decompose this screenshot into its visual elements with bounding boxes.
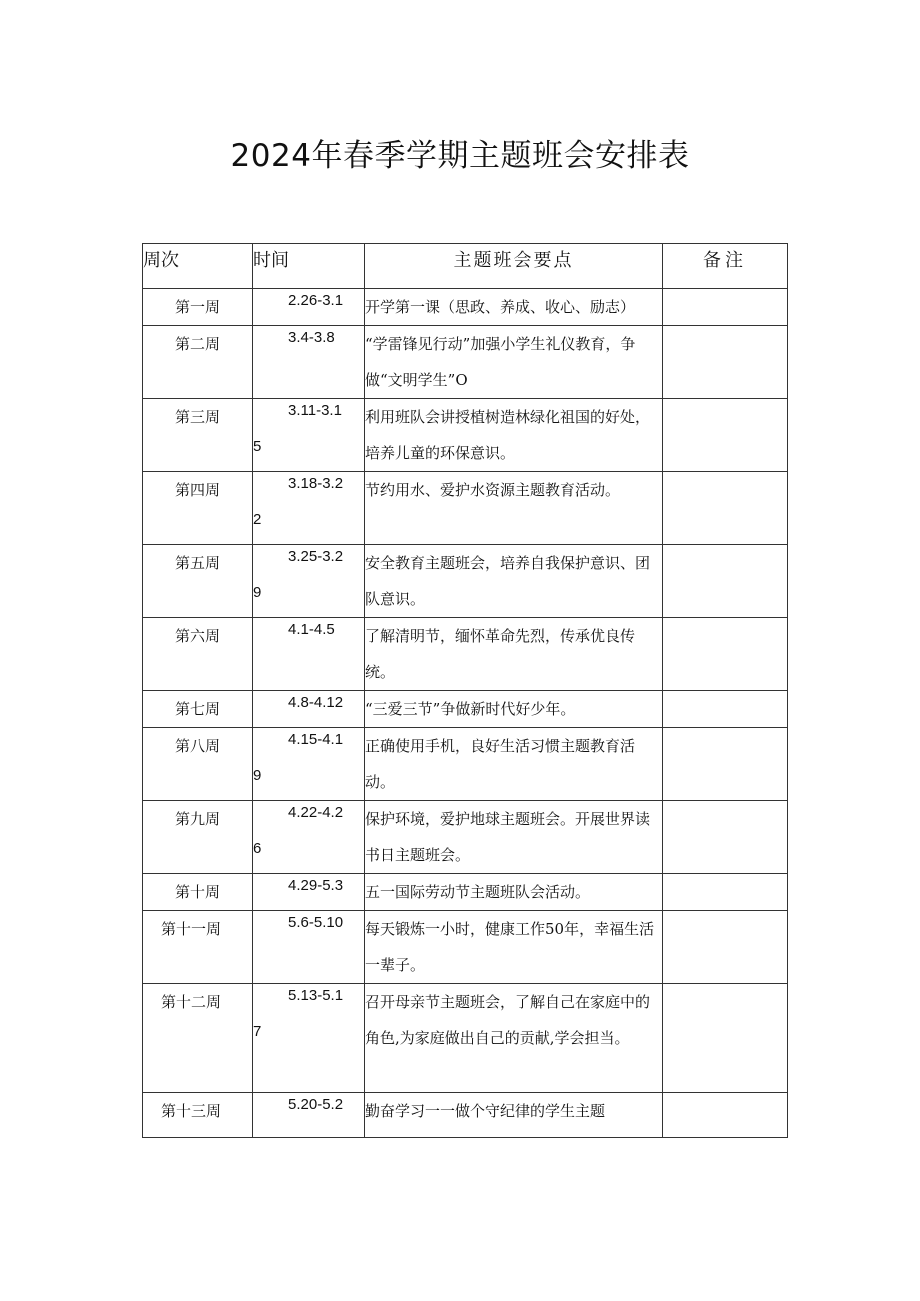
cell-week: 第八周 (143, 728, 253, 801)
cell-topic: 了解清明节，缅怀革命先烈，传承优良传统。 (365, 618, 663, 691)
cell-time-start: 3.4-3.8 (288, 329, 335, 346)
cell-time (253, 691, 365, 728)
cell-week: 第十一周 (143, 911, 253, 984)
cell-time-start: 5.20-5.2 (288, 1096, 344, 1113)
table-row (143, 801, 788, 874)
page-title: 2024年春季学期主题班会安排表 (230, 138, 690, 174)
cell-topic: 勤奋学习一一做个守纪律的学生主题 (365, 1093, 663, 1138)
cell-week: 第七周 (143, 691, 253, 728)
cell-time-start: 4.15-4.1 (288, 731, 344, 748)
cell-time (253, 618, 365, 691)
cell-note (663, 545, 788, 618)
table-row (143, 399, 788, 472)
cell-note (663, 801, 788, 874)
table-row (143, 472, 788, 545)
cell-note (663, 326, 788, 399)
cell-time-wrap (253, 933, 364, 935)
table-row (143, 1093, 788, 1138)
cell-week: 第十周 (143, 874, 253, 911)
schedule-table (142, 243, 788, 1138)
cell-week: 第四周 (143, 472, 253, 545)
cell-week: 第五周 (143, 545, 253, 618)
cell-topic: 每天锻炼一小时，健康工作50年，幸福生活一辈子。 (365, 911, 663, 984)
cell-time (253, 326, 365, 399)
cell-time-wrap: 9 (253, 584, 262, 601)
cell-note (663, 911, 788, 984)
cell-time-wrap (253, 1115, 364, 1117)
cell-week: 第三周 (143, 399, 253, 472)
cell-time-wrap: 2 (253, 511, 262, 528)
cell-time (253, 874, 365, 911)
cell-time-wrap: 5 (253, 438, 262, 455)
cell-time (253, 399, 365, 472)
header-topic: 主题班会要点 (365, 244, 663, 289)
cell-note (663, 874, 788, 911)
cell-topic: “三爱三节”争做新时代好少年。 (365, 691, 663, 728)
cell-note (663, 618, 788, 691)
table-row (143, 984, 788, 1093)
cell-note (663, 1093, 788, 1138)
cell-note (663, 728, 788, 801)
cell-time-start: 2.26-3.1 (288, 292, 344, 309)
cell-time-wrap (253, 640, 364, 642)
cell-week: 第十三周 (143, 1093, 253, 1138)
cell-note (663, 289, 788, 326)
cell-topic: “学雷锋见行动”加强小学生礼仪教育，争做“文明学生”O (365, 326, 663, 399)
cell-time (253, 1093, 365, 1138)
cell-note (663, 691, 788, 728)
cell-time-wrap: 7 (253, 1023, 262, 1040)
cell-topic: 开学第一课（思政、养成、收心、励志） (365, 289, 663, 326)
cell-time (253, 289, 365, 326)
cell-time (253, 472, 365, 545)
cell-week: 第九周 (143, 801, 253, 874)
header-week: 周次 (143, 244, 253, 289)
cell-time-start: 4.8-4.12 (288, 694, 344, 711)
cell-time (253, 728, 365, 801)
table-row (143, 326, 788, 399)
cell-time-start: 3.11-3.1 (288, 402, 342, 419)
cell-topic: 安全教育主题班会，培养自我保护意识、团队意识。 (365, 545, 663, 618)
table-row (143, 545, 788, 618)
cell-time-wrap (253, 311, 364, 313)
cell-time-start: 5.6-5.10 (288, 914, 344, 931)
cell-time (253, 984, 365, 1093)
cell-time-start: 4.1-4.5 (288, 621, 335, 638)
cell-time-wrap (253, 896, 364, 898)
cell-time-wrap (253, 348, 364, 350)
cell-time-start: 5.13-5.1 (288, 987, 344, 1004)
table-row (143, 874, 788, 911)
cell-topic: 节约用水、爱护水资源主题教育活动。 (365, 472, 663, 545)
cell-week: 第一周 (143, 289, 253, 326)
table-header-row (143, 244, 788, 289)
cell-time (253, 545, 365, 618)
cell-time-wrap (253, 713, 364, 715)
cell-time-start: 4.22-4.2 (288, 804, 344, 821)
cell-note (663, 984, 788, 1093)
header-note: 备注 (663, 244, 788, 289)
cell-time-start: 3.25-3.2 (288, 548, 344, 565)
cell-time-start: 4.29-5.3 (288, 877, 344, 894)
cell-week: 第六周 (143, 618, 253, 691)
table-row (143, 618, 788, 691)
cell-time-start: 3.18-3.2 (288, 475, 344, 492)
table-row (143, 728, 788, 801)
cell-topic: 保护环境，爱护地球主题班会。开展世界读书日主题班会。 (365, 801, 663, 874)
cell-time (253, 911, 365, 984)
table-row (143, 289, 788, 326)
cell-topic: 五一国际劳动节主题班队会活动。 (365, 874, 663, 911)
cell-note (663, 472, 788, 545)
cell-time-wrap: 6 (253, 840, 262, 857)
cell-time (253, 801, 365, 874)
cell-topic: 召开母亲节主题班会，了解自己在家庭中的角色,为家庭做出自己的贡献,学会担当。 (365, 984, 663, 1093)
cell-week: 第十二周 (143, 984, 253, 1093)
table-row (143, 911, 788, 984)
cell-topic: 正确使用手机，良好生活习惯主题教育活动。 (365, 728, 663, 801)
cell-note (663, 399, 788, 472)
cell-time-wrap: 9 (253, 767, 262, 784)
cell-week: 第二周 (143, 326, 253, 399)
header-time: 时间 (253, 244, 365, 289)
table-row (143, 691, 788, 728)
cell-topic: 利用班队会讲授植树造林绿化祖国的好处，培养儿童的环保意识。 (365, 399, 663, 472)
